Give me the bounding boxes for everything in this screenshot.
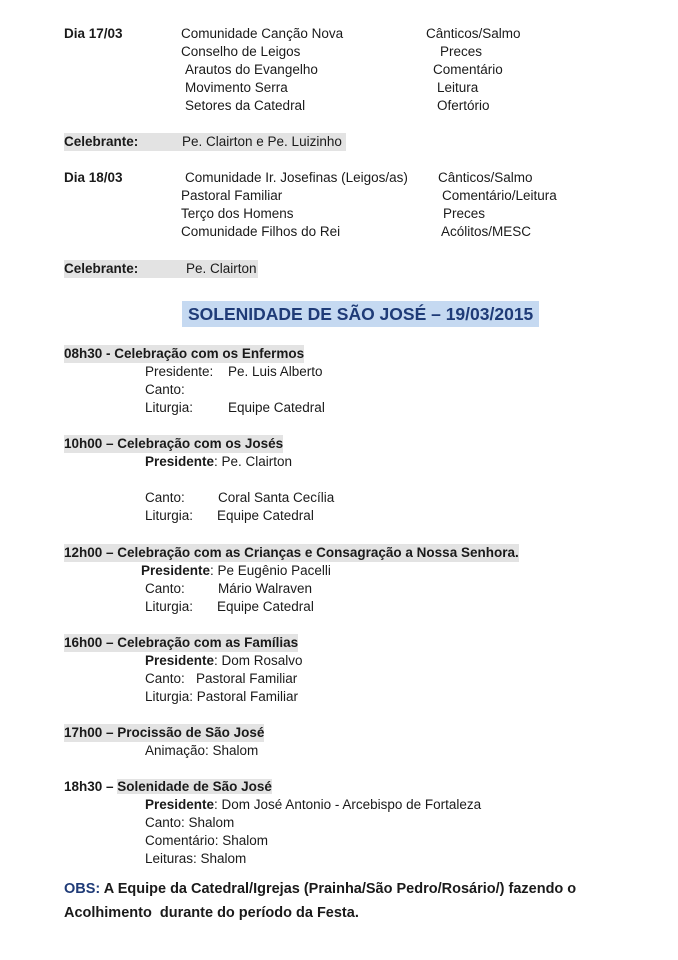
canto-value: Coral Santa Cecília xyxy=(218,490,335,505)
community-role: Ofertório xyxy=(437,98,490,113)
community-role: Cânticos/Salmo xyxy=(438,170,533,185)
celebrant-name: Pe. Clairton xyxy=(186,261,257,276)
liturgia-label: Liturgia: xyxy=(145,508,194,523)
event-time: 18h30 – xyxy=(64,779,118,794)
community-role: Preces xyxy=(443,206,486,221)
community-role: Acólitos/MESC xyxy=(441,224,532,239)
presidente-name: : Pe Eugênio Pacelli xyxy=(210,563,331,578)
canto-label: Canto: xyxy=(145,490,185,505)
liturgia-value: Equipe Catedral xyxy=(228,400,325,415)
liturgia-value: Equipe Catedral xyxy=(217,599,314,614)
canto-label: Canto: xyxy=(145,382,185,397)
community-name: Comunidade Filhos do Rei xyxy=(181,224,341,239)
event-heading: 17h00 – Procissão de São José xyxy=(64,725,265,740)
community-name: Setores da Catedral xyxy=(185,98,306,113)
community-name: Comunidade Canção Nova xyxy=(181,26,344,41)
canto-label: Canto: xyxy=(145,581,185,596)
event-heading xyxy=(64,778,272,796)
presidente-label: Presidente xyxy=(141,563,211,578)
presidente-name: : Dom Rosalvo xyxy=(214,653,303,668)
canto-line: Canto: Shalom xyxy=(145,815,235,830)
presidente-label: Presidente xyxy=(145,454,215,469)
community-name: Pastoral Familiar xyxy=(181,188,283,203)
community-name: Terço dos Homens xyxy=(181,206,294,221)
event-heading: 12h00 – Celebração com as Crianças e Consagração a Nossa Senhora. xyxy=(64,545,519,560)
comentario-line: Comentário: Shalom xyxy=(145,833,269,848)
obs-line-2: Acolhimento durante do período da Festa. xyxy=(64,905,359,921)
canto-value: Mário Walraven xyxy=(218,581,313,596)
celebrant-label: Celebrante: xyxy=(64,134,139,149)
presidente-label: Presidente xyxy=(145,797,215,812)
presidente-line xyxy=(145,652,303,670)
presidente-line xyxy=(145,796,481,814)
obs-label: OBS: xyxy=(64,881,101,897)
community-name: Conselho de Leigos xyxy=(181,44,301,59)
event-heading: 08h30 - Celebração com os Enfermos xyxy=(64,346,305,361)
event-title: Solenidade de São José xyxy=(117,779,272,794)
presidente-name: : Dom José Antonio - Arcebispo de Fortaleza xyxy=(214,797,482,812)
presidente-name: : Pe. Clairton xyxy=(214,454,293,469)
celebrant-name: Pe. Clairton e Pe. Luizinho xyxy=(182,134,342,149)
community-role: Cânticos/Salmo xyxy=(426,26,521,41)
leituras-line: Leituras: Shalom xyxy=(145,851,247,866)
liturgia-value: Equipe Catedral xyxy=(217,508,314,523)
presidente-label: Presidente: xyxy=(145,364,214,379)
presidente-line xyxy=(145,453,292,471)
presidente-name: Pe. Luis Alberto xyxy=(228,364,323,379)
animacao-line: Animação: Shalom xyxy=(145,743,259,758)
canto-line: Canto: Pastoral Familiar xyxy=(145,671,298,686)
community-name: Arautos do Evangelho xyxy=(185,62,318,77)
event-heading: 16h00 – Celebração com as Famílias xyxy=(64,635,299,650)
event-heading: 10h00 – Celebração com os Josés xyxy=(64,436,284,451)
community-name: Comunidade Ir. Josefinas (Leigos/as) xyxy=(185,170,408,185)
liturgia-label: Liturgia: xyxy=(145,400,194,415)
liturgia-line: Liturgia: Pastoral Familiar xyxy=(145,689,299,704)
presidente-label: Presidente xyxy=(145,653,215,668)
community-role: Comentário/Leitura xyxy=(442,188,557,203)
celebrant-label: Celebrante: xyxy=(64,261,139,276)
presidente-line xyxy=(141,562,331,580)
day-18-label: Dia 18/03 xyxy=(64,170,123,185)
community-role: Preces xyxy=(440,44,483,59)
liturgia-label: Liturgia: xyxy=(145,599,194,614)
community-name: Movimento Serra xyxy=(185,80,288,95)
community-role: Leitura xyxy=(437,80,479,95)
community-role: Comentário xyxy=(433,62,503,77)
obs-text-1: A Equipe da Catedral/Igrejas (Prainha/São Pedro/Rosário/) fazendo o xyxy=(100,881,577,897)
page-title: SOLENIDADE DE SÃO JOSÉ – 19/03/2015 xyxy=(182,301,539,327)
day-17-label: Dia 17/03 xyxy=(64,26,123,41)
obs-line-1 xyxy=(64,879,576,900)
